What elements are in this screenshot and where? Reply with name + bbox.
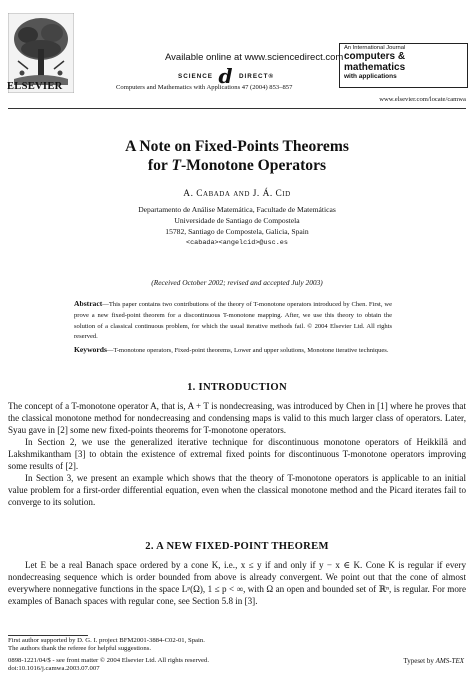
journal-box-line1: computers &: [344, 51, 406, 62]
section-1-heading: 1. INTRODUCTION: [187, 382, 287, 393]
available-online-text: Available online at www.sciencedirect.com: [165, 52, 344, 63]
section-2-heading: 2. A NEW FIXED-POINT THEOREM: [145, 541, 329, 552]
title-italic: T: [171, 157, 181, 174]
section-1-body: [8, 400, 466, 508]
authors: A. Cabada and J. Á. Cid: [183, 189, 291, 199]
publisher-wordmark: ELSEVIER: [7, 81, 63, 92]
received-dates: (Received October 2002; revised and accepted July 2003): [151, 278, 323, 287]
section-1-paragraph-3: In Section 3, we present an example which shows that the theory of T-monotone operators is applicable to an initial value problem for a first-order differential equation, even when the classical monotone method and the Picard iterates fail to converge to its solution.: [8, 473, 466, 508]
section-2-paragraph-1: Let E be a real Banach space ordered by a cone K, i.e., x ≤ y if and only if y − x ∈ K. Cone K is regular if every nondecreasing sequence which is order bounded from above is already convergent. We point out that the cone of almost everywhere nonnegative functions in the space Lᵖ(Ω), 1 ≤ p < ∞, with Ω an open and bounded set of ℝⁿ, is regular. For more examples of Banach spaces with regular cone, see Section 5.8 in [3].: [8, 560, 466, 607]
keywords-text: —T-monotone operators, Fixed-point theorems, Lower and upper solutions, Monotone iterative techniques.: [106, 347, 389, 354]
affiliation-line-2: Universidade de Santiago de Compostela: [174, 216, 300, 225]
keywords-label: Keywords: [74, 345, 107, 354]
abstract: [74, 299, 392, 343]
typeset-system: AMS-TEX: [435, 657, 464, 665]
sciencedirect-left: SCIENCE: [178, 72, 213, 80]
journal-url: www.elsevier.com/locate/camwa: [379, 96, 466, 103]
author-emails: <cabada><angelcid>@usc.es: [186, 239, 288, 247]
footnote-rule: [8, 635, 88, 636]
sciencedirect-right: DIRECT®: [239, 72, 275, 80]
typeset-prefix: Typeset by: [403, 657, 436, 665]
journal-citation: Computers and Mathematics with Applications 47 (2004) 853–857: [116, 84, 293, 91]
typeset-note: [403, 657, 464, 665]
title-pre: for: [147, 157, 172, 174]
issn-text: 0898-1221/04/$ - see front matter © 2004 Elsevier Ltd. All rights reserved.: [8, 657, 210, 664]
affiliation-line-1: Departamento de Análise Matemática, Facultade de Matemáticas: [138, 205, 336, 214]
paper-title-line1: A Note on Fixed-Points Theorems: [125, 138, 349, 155]
paper-title-line2: [0, 157, 474, 176]
issn-line: [8, 657, 209, 664]
header-rule: [8, 108, 466, 109]
affiliation-line-3: 15782, Santiago de Compostela, Galicia, Spain: [165, 227, 309, 236]
journal-box: [339, 43, 468, 88]
doi-line: doi:10.1016/j.camwa.2003.07.007: [8, 665, 100, 672]
journal-box-line3: with applications: [344, 73, 397, 80]
section-1-paragraph-2: In Section 2, we use the generalized iterative technique for discontinuous monotone operators of Heikkilä and Lakshmikantham [3] to obtain the existence of extremal fixed points for discontinuous T-monotone operators improving some results of [2].: [8, 437, 466, 472]
abstract-text: —This paper contains two contributions of the theory of T-monotone operators introduced by Chen. First, we prove a new fixed-point theorem for a discontinuous T-monotone mapping. After, we use this theory to obtain the solution of a classical continuous problem, for which the usual iterative methods fail. © 2004 Elsevier Ltd. All rights reserved.: [74, 301, 392, 341]
keywords: [74, 345, 392, 357]
title-post: -Monotone Operators: [180, 157, 327, 174]
journal-box-line2: mathematics: [344, 61, 406, 73]
section-2-body: [8, 559, 466, 607]
footnote-2: The authors thank the referee for helpful suggestions.: [8, 645, 151, 652]
sciencedirect-logo: [178, 66, 274, 86]
sciencedirect-at-icon: d: [218, 64, 234, 88]
section-1-paragraph-1: The concept of a T-monotone operator A, that is, A + T is nondecreasing, was introduced by Chen in [1] where he proves that the classical monotone method for nondecreasing and condensing maps is valid to this much larger class of operators. Later, Syau gave in [2] some new fixed-points theorems for T-monotone operators.: [8, 401, 466, 436]
journal-box-intl: An International Journal: [344, 45, 406, 51]
abstract-label: Abstract: [74, 299, 103, 308]
footnote-1: First author supported by D. G. I. project BFM2001-3884-C02-01, Spain.: [8, 637, 205, 644]
